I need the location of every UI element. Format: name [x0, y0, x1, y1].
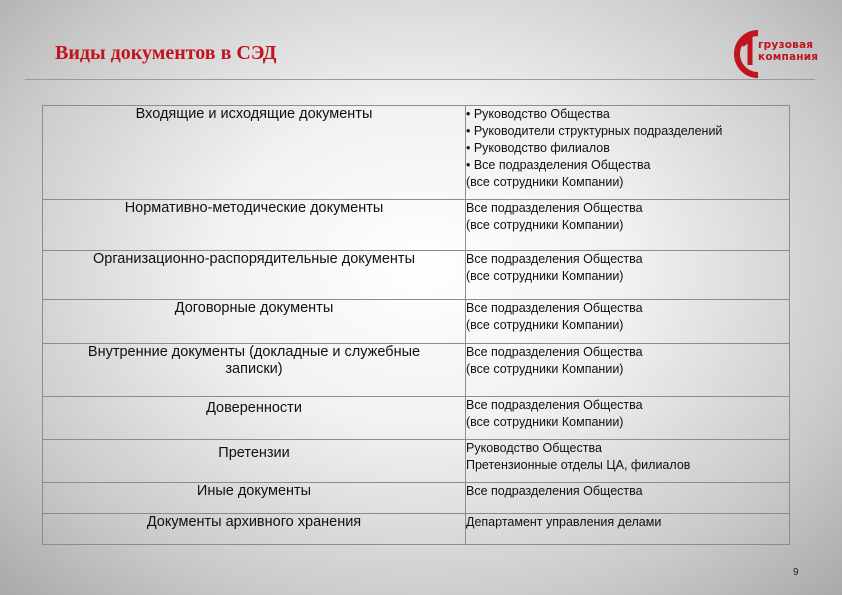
table-row	[43, 251, 790, 300]
logo-line-2: компания	[758, 51, 819, 63]
audience-line: Департамент управления делами	[466, 515, 662, 529]
table-row	[43, 106, 790, 200]
doc-type-cell: Доверенности	[43, 397, 466, 440]
audience-cell	[466, 251, 790, 300]
audience-cell	[466, 483, 790, 514]
audience-line: (все сотрудники Компании)	[466, 318, 624, 332]
audience-line: (все сотрудники Компании)	[466, 415, 624, 429]
slide-title: Виды документов в СЭД	[55, 42, 277, 64]
audience-line: Все подразделения Общества	[466, 301, 643, 315]
audience-line: • Все подразделения Общества	[466, 158, 651, 172]
table-row	[43, 397, 790, 440]
audience-line: • Руководство Общества	[466, 107, 610, 121]
company-logo	[728, 25, 828, 81]
doc-type-cell: Претензии	[43, 440, 466, 483]
title-divider	[25, 79, 815, 80]
doc-type-cell: Нормативно-методические документы	[43, 200, 466, 251]
table-row	[43, 200, 790, 251]
table-row	[43, 514, 790, 545]
audience-cell	[466, 440, 790, 483]
audience-cell	[466, 200, 790, 251]
audience-line: Все подразделения Общества	[466, 201, 643, 215]
audience-cell	[466, 344, 790, 397]
audience-line: (все сотрудники Компании)	[466, 362, 624, 376]
audience-cell	[466, 514, 790, 545]
audience-line: Все подразделения Общества	[466, 484, 643, 498]
doc-type-cell: Иные документы	[43, 483, 466, 514]
document-types-table	[42, 105, 790, 545]
audience-line: Все подразделения Общества	[466, 398, 643, 412]
audience-line: (все сотрудники Компании)	[466, 175, 624, 189]
doc-type-cell: Внутренние документы (докладные и служебные записки)	[43, 344, 466, 397]
audience-cell	[466, 300, 790, 344]
logo-line-1: грузовая	[758, 39, 814, 51]
audience-cell	[466, 397, 790, 440]
audience-line: (все сотрудники Компании)	[466, 218, 624, 232]
audience-line: Все подразделения Общества	[466, 252, 643, 266]
doc-type-cell: Входящие и исходящие документы	[43, 106, 466, 200]
table-row	[43, 344, 790, 397]
audience-cell	[466, 106, 790, 200]
doc-type-cell: Организационно-распорядительные документы	[43, 251, 466, 300]
table-row	[43, 483, 790, 514]
audience-line: Все подразделения Общества	[466, 345, 643, 359]
audience-line: Руководство Общества	[466, 441, 602, 455]
audience-line: • Руководство филиалов	[466, 141, 610, 155]
logo-text	[758, 39, 818, 63]
audience-line: (все сотрудники Компании)	[466, 269, 624, 283]
doc-type-cell: Договорные документы	[43, 300, 466, 344]
doc-type-cell: Документы архивного хранения	[43, 514, 466, 545]
page-number: 9	[793, 567, 799, 578]
audience-line: • Руководители структурных подразделений	[466, 124, 723, 138]
table-row	[43, 300, 790, 344]
audience-line: Претензионные отделы ЦА, филиалов	[466, 458, 691, 472]
table-row	[43, 440, 790, 483]
